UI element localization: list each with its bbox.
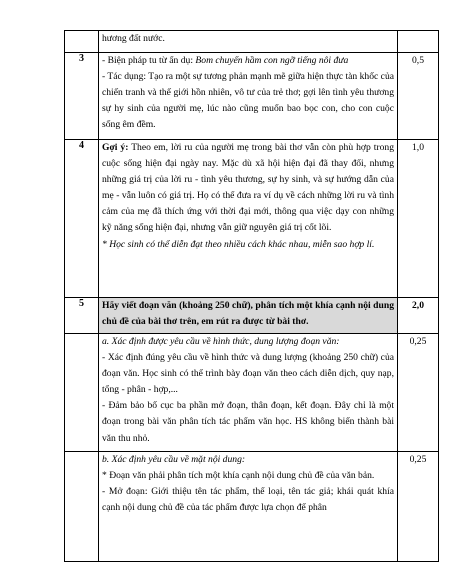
table-row: [65, 298, 439, 334]
note-line: * Học sinh có thể diễn đạt theo nhiều cách khác nhau, miễn sao hợp lí.: [102, 238, 375, 250]
content-paragraph: - Đảm bảo bố cục ba phần mở đoạn, thân đoạn, kết đoạn. Đây chỉ là một đoạn trong bài văn phân tích tác phẩm văn học. HS không biến thành bài văn thu nhỏ.: [102, 400, 394, 444]
section-heading: a. Xác định được yêu cầu về hình thức, dung lượng đoạn văn:: [102, 336, 340, 347]
table-row: [65, 140, 439, 298]
row-score: 0,5: [398, 53, 439, 140]
row-score: 1,0: [398, 140, 439, 298]
row-number: [65, 31, 99, 53]
table-row: [65, 31, 439, 53]
row-content: [99, 334, 398, 452]
content-paragraph: - Mở đoạn: Giới thiệu tên tác phẩm, thể loại, tên tác giả; khái quát khía cạnh nội dung chủ đề của tác phẩm được lựa chọn để phân: [102, 486, 394, 514]
device-quote: Bom chuyển hầm con ngỡ tiếng nôi đưa: [195, 55, 349, 66]
device-label: - Biện pháp tu từ ẩn dụ:: [102, 55, 196, 66]
content-paragraph: * Đoạn văn phải phân tích một khía cạnh nội dung chủ đề của văn bản.: [102, 470, 375, 482]
hint-paragraph: [102, 140, 394, 237]
hint-text: Theo em, lời ru của người mẹ trong bài thơ vẫn còn phù hợp trong cuộc sống hiện đại ngày nay. Mặc dù xã hội hiện đại đã thay đổi, nhưng những giá trị của lời ru - tình yêu thương, sự hy sinh, và sự hướng dẫn của mẹ - vẫn luôn có giá trị. Họ có thể đưa ra ví dụ về cách những lời ru và tình cảm của mẹ đã thích ứng với thời đại mới, thông qua việc dạy con những kỹ năng sống hiện đại, nhưng vẫn giữ nguyên giá trị cốt lõi.: [102, 142, 394, 234]
table-row: [65, 334, 439, 452]
device-line: [102, 53, 394, 69]
answer-table: [64, 30, 439, 562]
row-content: [99, 53, 398, 140]
row-score: [398, 31, 439, 53]
row-content: [99, 31, 398, 53]
row-number: [65, 334, 99, 452]
row-number: [65, 452, 99, 562]
hint-label: Gợi ý:: [102, 142, 129, 153]
row-number: 3: [65, 53, 99, 140]
answer-table-page: [64, 30, 438, 562]
row-score: 0,25: [398, 452, 439, 562]
content-paragraph: - Xác định đúng yêu cầu về hình thức và dung lượng (khoảng 250 chữ) của đoạn văn. Học sinh có thể trình bày đoạn văn theo cách diễn dịch, quy nạp, tổng - phân - hợp,...: [102, 352, 394, 396]
row-content: Hãy viết đoạn văn (khoảng 250 chữ), phân tích một khía cạnh nội dung chủ đề của bài thơ trên, em rút ra được từ bài thơ.: [99, 298, 398, 334]
content-line: hương đất nước.: [102, 33, 165, 44]
row-score: 0,25: [398, 334, 439, 452]
row-content: [99, 452, 398, 562]
row-content: [99, 140, 398, 298]
effect-line: - Tác dụng: Tạo ra một sự tương phản mạnh mẽ giữa hiện thực tàn khốc của chiến tranh và thế giới hồn nhiên, vô tư của trẻ thơ; gợi lên tình yêu thương sự hy sinh của người mẹ, lúc nào cũng muốn bao bọc con, cho con cuộc sống êm đềm.: [102, 71, 394, 131]
section-heading: b. Xác định yêu cầu về mặt nội dung:: [102, 454, 246, 465]
row-score: 2,0: [398, 298, 439, 334]
table-row: [65, 452, 439, 562]
row-number: 4: [65, 140, 99, 298]
row-number: 5: [65, 298, 99, 334]
table-row: [65, 53, 439, 140]
